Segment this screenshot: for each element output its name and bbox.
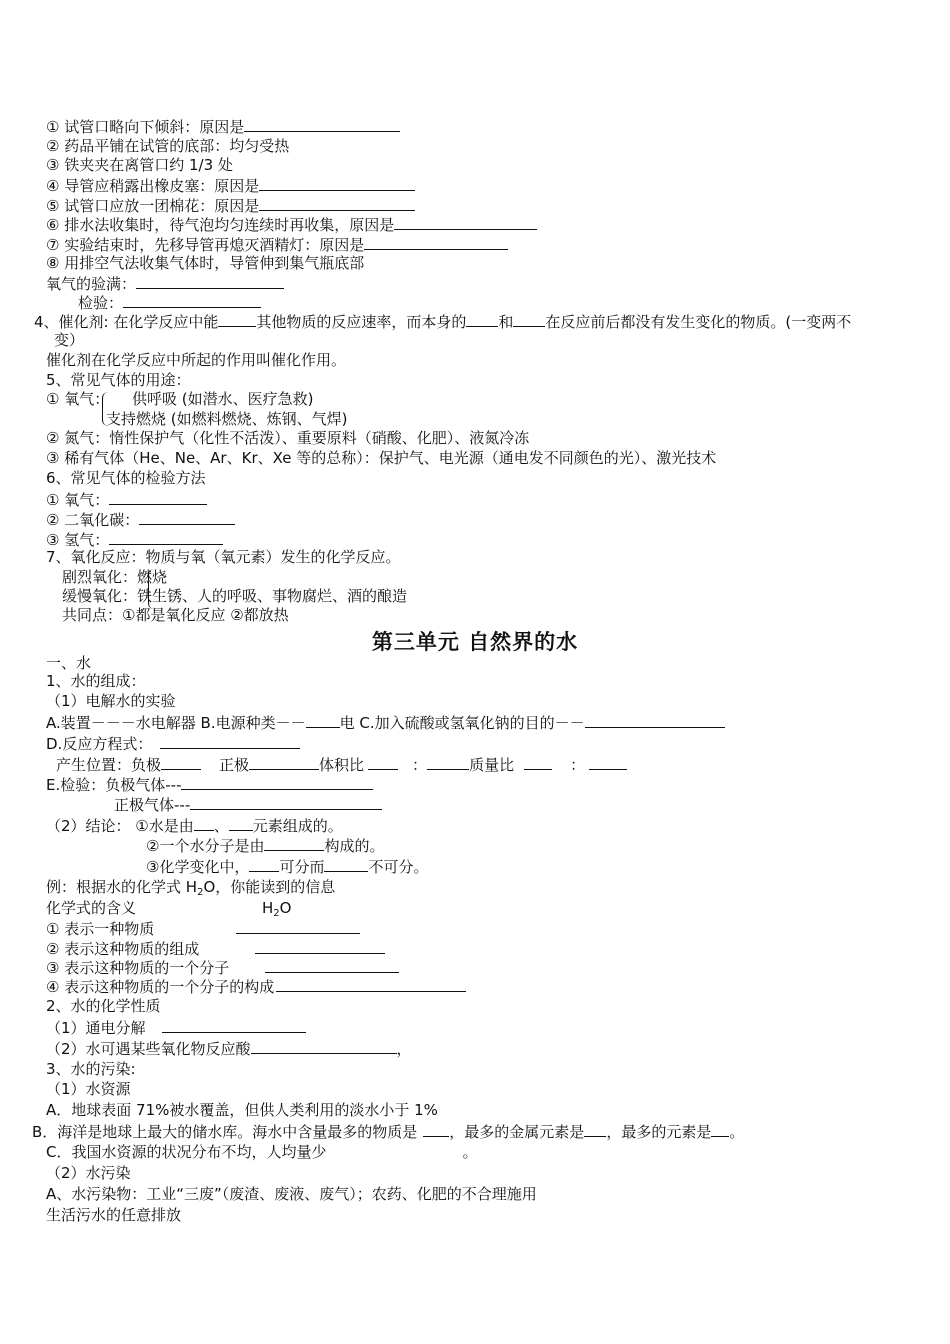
gas-use-heading: 5、常见气体的用途：	[46, 371, 191, 389]
pollution-heading: 3、水的污染:	[46, 1060, 136, 1078]
test-co2: ② 二氧化碳：	[46, 510, 235, 529]
chem-heading: 2、水的化学性质	[46, 997, 161, 1015]
answer-blank[interactable]	[218, 312, 256, 327]
section-water: 一、水	[46, 654, 92, 672]
answer-blank[interactable]	[423, 1122, 449, 1137]
answer-blank[interactable]	[162, 1018, 306, 1033]
chem-electrolysis: （1）通电分解	[46, 1018, 306, 1037]
answer-blank[interactable]	[194, 816, 214, 831]
answer-blank[interactable]	[255, 939, 385, 954]
test-oxygen: ① 氧气：	[46, 490, 207, 509]
catalyst-action: 催化剂在化学反应中所起的作用叫催化作用。	[46, 351, 347, 369]
nitrogen-use: ② 氮气：惰性保护气（化性不活泼）、重要原料（硝酸、化肥）、液氮冷冻	[46, 429, 530, 447]
answer-blank[interactable]	[427, 755, 469, 770]
step-2: ② 药品平铺在试管的底部：均匀受热	[46, 137, 290, 155]
conclusion-3: ③化学变化中， 可分而 不可分。	[146, 858, 429, 876]
oxygen-use-combustion: 支持燃烧 (如燃料燃烧、炼钢、气焊)	[106, 410, 348, 428]
formula-example: 例：根据水的化学式 $H_2O$，你能读到的信息	[46, 878, 336, 898]
answer-blank[interactable]	[394, 215, 537, 230]
answer-blank[interactable]	[109, 530, 223, 545]
chem-oxide: （2）水可遇某些氧化物反应酸 ，	[46, 1040, 412, 1058]
answer-blank[interactable]	[181, 775, 373, 790]
answer-blank[interactable]	[265, 958, 399, 973]
answer-blank[interactable]	[236, 919, 360, 934]
electrolysis-position: 产生位置：负极 正极 体积比 ： 质量比 ：	[56, 755, 627, 774]
water-composition: 1、水的组成：	[46, 672, 146, 690]
rare-gas-use: ③ 稀有气体（He、Ne、Ar、Kr、Xe 等的总称）：保护气、电光源（通电发不同颜色的光）、激光技术	[46, 449, 717, 467]
answer-blank[interactable]	[324, 857, 368, 872]
answer-blank[interactable]	[276, 977, 466, 992]
test-positive: 正极气体---	[114, 795, 382, 814]
oxygen-use-breathing: 供呼吸 (如潜水、医疗急救)	[132, 390, 314, 408]
answer-blank[interactable]	[364, 235, 508, 250]
answer-blank[interactable]	[306, 713, 340, 728]
answer-blank[interactable]	[161, 755, 201, 770]
answer-blank[interactable]	[160, 734, 300, 749]
answer-blank[interactable]	[249, 857, 279, 872]
resource-a: A．地球表面 71%被水覆盖，但供人类利用的淡水小于 1%	[46, 1101, 438, 1119]
step-7: ⑦ 实验结束时，先移导管再熄灭酒精灯：原因是	[46, 235, 508, 254]
answer-blank[interactable]	[259, 196, 415, 211]
answer-blank[interactable]	[585, 713, 725, 728]
answer-blank[interactable]	[513, 312, 545, 327]
catalyst-definition: 4、催化剂: 在化学反应中能 其他物质的反应速率，而本身的 和 在反应前后都没有发生变化的物质。(一变两不	[34, 313, 852, 331]
answer-blank[interactable]	[711, 1122, 729, 1137]
meaning-4: ④ 表示这种物质的一个分子的构成	[46, 977, 466, 996]
oxygen-full-check: 氧气的验满：	[46, 274, 284, 293]
answer-blank[interactable]	[251, 1039, 397, 1054]
answer-blank[interactable]	[244, 117, 400, 132]
pollutants-sewage: 生活污水的任意排放	[46, 1206, 182, 1224]
conclusion-1: （2）结论： ①水是由 、 元素组成的。	[46, 817, 343, 835]
gas-test-heading: 6、常见气体的检验方法	[46, 469, 206, 487]
oxidation-common: 共同点：①都是氧化反应 ②都放热	[62, 606, 289, 624]
answer-blank[interactable]	[264, 836, 324, 851]
answer-blank[interactable]	[368, 755, 398, 770]
step-1: ① 试管口略向下倾斜：原因是	[46, 117, 400, 136]
pollutants: A、水污染物：工业“三废”（废渣、废液、废气）；农药、化肥的不合理施用	[46, 1185, 537, 1203]
answer-blank[interactable]	[466, 312, 498, 327]
oxygen-test: 检验：	[78, 293, 261, 312]
step-4: ④ 导管应稍露出橡皮塞：原因是	[46, 176, 415, 195]
water-resource: （1）水资源	[46, 1080, 131, 1098]
answer-blank[interactable]	[190, 795, 382, 810]
catalyst-continued: 变）	[54, 331, 85, 349]
resource-b: B．海洋是地球上最大的储水库。海水中含量最多的物质是 ，最多的金属元素是 ，最多的元素是 。	[32, 1123, 745, 1141]
test-negative: E.检验：负极气体---	[46, 775, 373, 794]
resource-c: C．我国水资源的状况分布不均，人均量少 。	[46, 1143, 478, 1161]
unit-title: 第三单元 自然界的水	[371, 630, 579, 654]
answer-blank[interactable]	[259, 176, 415, 191]
step-5: ⑤ 试管口应放一团棉花：原因是	[46, 196, 415, 215]
step-8: ⑧ 用排空气法收集气体时，导管伸到集气瓶底部	[46, 254, 365, 272]
meaning-3: ③ 表示这种物质的一个分子	[46, 958, 399, 977]
step-3: ③ 铁夹夹在离管口约 1/3 处	[46, 156, 233, 174]
meaning-2: ② 表示这种物质的组成	[46, 939, 385, 958]
answer-blank[interactable]	[109, 490, 207, 505]
step-6: ⑥ 排水法收集时，待气泡均匀连续时再收集，原因是	[46, 215, 537, 234]
answer-blank[interactable]	[139, 510, 235, 525]
answer-blank[interactable]	[524, 755, 552, 770]
electrolysis-equation: D.反应方程式：	[46, 734, 300, 753]
electrolysis-exp: （1）电解水的实验	[46, 692, 176, 710]
answer-blank[interactable]	[136, 274, 284, 289]
test-hydrogen: ③ 氢气：	[46, 530, 223, 549]
answer-blank[interactable]	[249, 755, 319, 770]
oxygen-use-label: ① 氧气：	[46, 390, 110, 408]
conclusion-2: ②一个水分子是由 构成的。	[146, 837, 385, 855]
oxidation-fast: 剧烈氧化：燃烧	[62, 568, 168, 586]
formula-meaning-label: 化学式的含义	[46, 899, 137, 917]
water-pollution: （2）水污染	[46, 1164, 131, 1182]
answer-blank[interactable]	[589, 755, 627, 770]
oxidation-heading: 7、氧化反应：物质与氧（氧元素）发生的化学反应。	[46, 548, 401, 566]
oxidation-slow: 缓慢氧化：铁生锈、人的呼吸、事物腐烂、酒的酿造	[62, 587, 408, 605]
answer-blank[interactable]	[584, 1122, 606, 1137]
formula-h2o: $H_2O$	[262, 899, 292, 919]
answer-blank[interactable]	[123, 293, 261, 308]
meaning-1: ① 表示一种物质	[46, 919, 360, 938]
answer-blank[interactable]	[229, 816, 253, 831]
electrolysis-a: A.装置－－－水电解器 B.电源种类－－ 电 C.加入硫酸或氢氧化钠的目的－－	[46, 713, 725, 732]
